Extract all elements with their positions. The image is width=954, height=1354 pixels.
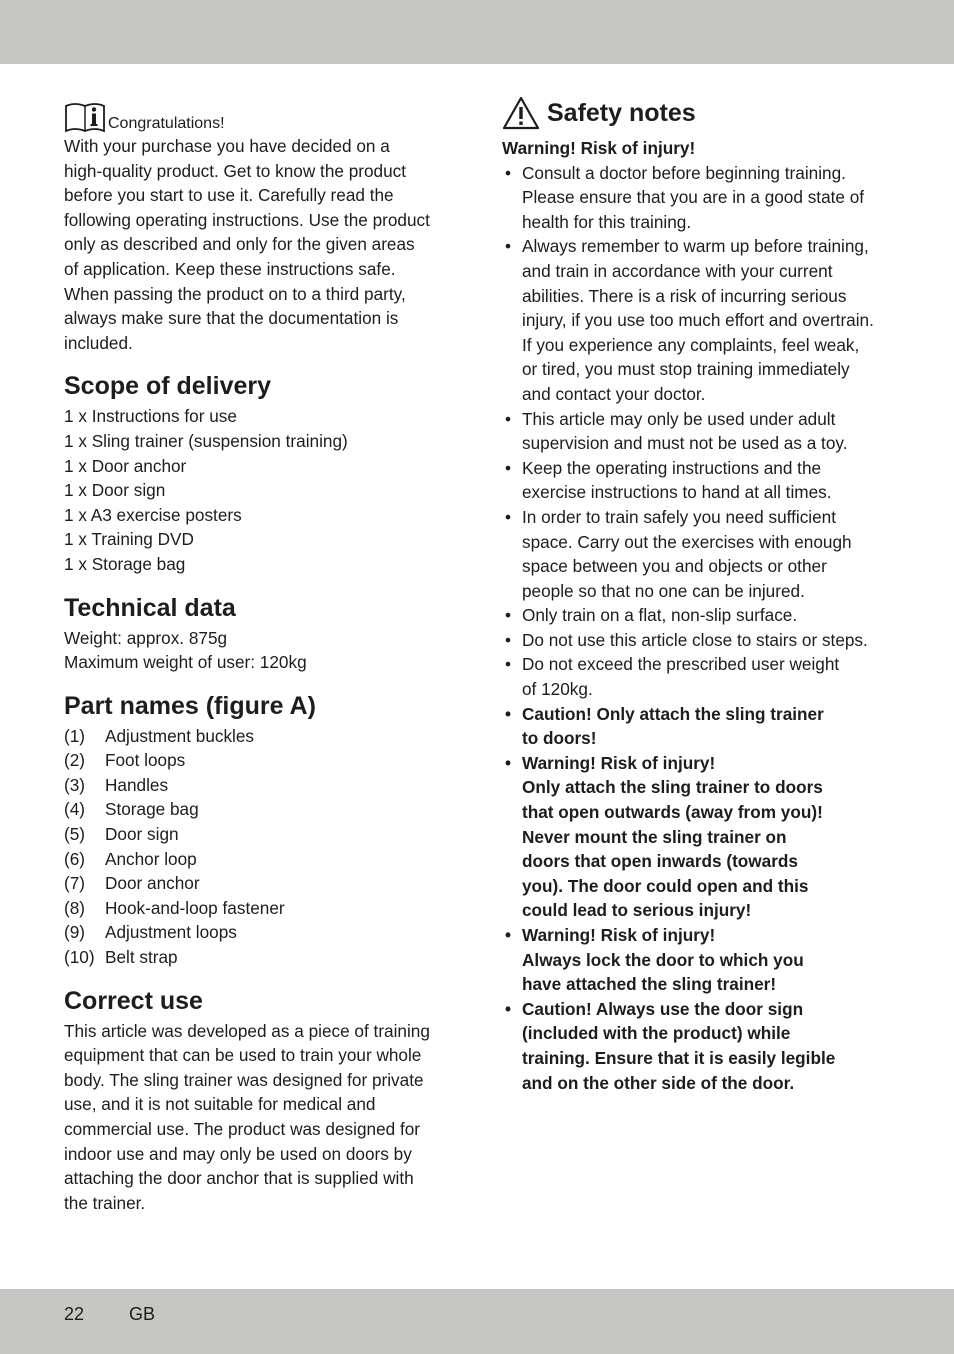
- safety-bullet: [502, 603, 894, 628]
- text-line: attaching the door anchor that is supplied with: [64, 1168, 414, 1189]
- safety-heading-row: [502, 92, 894, 134]
- text-line: indoor use and may only be used on doors by: [64, 1143, 412, 1164]
- part-number: (7): [64, 873, 86, 894]
- text-line: and contact your doctor.: [522, 383, 706, 404]
- safety-bullet: [502, 702, 894, 751]
- safety-bullet: [502, 923, 894, 997]
- text-line: and on the other side of the door.: [522, 1072, 795, 1093]
- list-item: [64, 797, 454, 822]
- text-line: body. The sling trainer was designed for private: [64, 1069, 424, 1090]
- text-line: of application. Keep these instructions safe.: [64, 258, 396, 279]
- list-item: [64, 945, 454, 970]
- list-item: [64, 871, 454, 896]
- part-number: (1): [64, 725, 86, 746]
- text-line: • In order to train safely you need sufficient: [522, 506, 837, 527]
- list-item: [64, 896, 454, 921]
- safety-bullet: [502, 652, 894, 701]
- list-item: 1 x Door sign: [64, 480, 166, 501]
- warning-label: Warning! Risk of injury!: [502, 138, 696, 158]
- text-line: • Warning! Risk of injury!: [522, 752, 716, 773]
- list-item: [64, 822, 454, 847]
- safety-bullet: [502, 751, 894, 923]
- text-line: If you experience any complaints, feel weak,: [522, 334, 860, 355]
- scope-list: [64, 404, 454, 576]
- part-number: (3): [64, 774, 86, 795]
- text-line: • Always remember to warm up before training,: [522, 236, 869, 257]
- list-item: [64, 847, 454, 872]
- text-line: that open outwards (away from you)!: [522, 802, 823, 823]
- text-line: • Warning! Risk of injury!: [522, 925, 716, 945]
- part-name: Door anchor: [105, 873, 200, 894]
- text-line: could lead to serious injury!: [522, 900, 752, 921]
- safety-bullet: [502, 456, 894, 505]
- scope-heading: Scope of delivery: [64, 372, 272, 401]
- text-line: • Caution! Always use the door sign: [522, 998, 804, 1019]
- intro-paragraph: [64, 134, 454, 355]
- text-line: • Do not use this article close to stairs or steps.: [522, 629, 868, 650]
- text-line: With your purchase you have decided on a: [64, 136, 390, 156]
- text-line: the trainer.: [64, 1192, 146, 1213]
- safety-list: [502, 161, 894, 1096]
- text-line: of 120kg.: [522, 679, 593, 700]
- part-name: Belt strap: [105, 947, 178, 968]
- safety-bullet: [502, 161, 894, 235]
- parts-heading: Part names (figure A): [64, 691, 316, 720]
- part-name: Adjustment loops: [105, 922, 237, 943]
- part-name: Handles: [105, 774, 169, 795]
- text-line: space. Carry out the exercises with enough: [522, 531, 852, 552]
- part-name: Hook-and-loop fastener: [105, 897, 285, 918]
- correct-use-heading: Correct use: [64, 986, 203, 1015]
- text-line: space between you and objects or other: [522, 556, 827, 577]
- text-line: doors that open inwards (towards: [522, 851, 798, 872]
- text-line: injury, if you use too much effort and overtrain.: [522, 310, 874, 331]
- part-number: (5): [64, 824, 86, 845]
- safety-bullet: [502, 628, 894, 653]
- parts-list: [64, 724, 454, 970]
- left-column: [64, 92, 454, 1215]
- part-name: Foot loops: [105, 750, 186, 771]
- text-line: people so that no one can be injured.: [522, 580, 805, 601]
- part-number: (6): [64, 848, 86, 869]
- text-line: before you start to use it. Carefully read the: [64, 185, 394, 206]
- language-code: GB: [129, 1304, 156, 1324]
- list-item: [64, 920, 454, 945]
- text-line: training. Ensure that it is easily legible: [522, 1047, 836, 1068]
- list-item: Weight: approx. 875g: [64, 627, 228, 648]
- list-item: 1 x Training DVD: [64, 529, 194, 550]
- text-line: exercise instructions to hand at all times.: [522, 482, 832, 503]
- page-number: 22: [64, 1304, 85, 1324]
- text-line: abilities. There is a risk of incurring serious: [522, 285, 847, 306]
- text-line: following operating instructions. Use the product: [64, 209, 430, 230]
- text-line: This article was developed as a piece of training: [64, 1020, 430, 1041]
- text-line: equipment that can be used to train your whole: [64, 1045, 422, 1066]
- text-line: Only attach the sling trainer to doors: [522, 777, 823, 798]
- text-line: to doors!: [522, 728, 597, 749]
- header-band: [0, 0, 954, 64]
- text-line: you). The door could open and this: [522, 875, 809, 896]
- correct-use-paragraph: [64, 1019, 454, 1216]
- text-line: high-quality product. Get to know the product: [64, 160, 407, 181]
- text-line: Never mount the sling trainer on: [522, 826, 787, 847]
- text-line: Please ensure that you are in a good state of: [522, 187, 865, 208]
- intro-heading-row: [64, 92, 454, 134]
- text-line: only as described and only for the given areas: [64, 234, 415, 255]
- text-line: • Consult a doctor before beginning training.: [522, 162, 846, 183]
- text-line: • Do not exceed the prescribed user weight: [522, 654, 840, 675]
- technical-heading: Technical data: [64, 593, 236, 622]
- list-item: 1 x A3 exercise posters: [64, 504, 242, 525]
- list-item: [64, 773, 454, 798]
- text-line: (included with the product) while: [522, 1023, 791, 1044]
- part-number: (2): [64, 750, 86, 771]
- list-item: 1 x Instructions for use: [64, 406, 237, 427]
- part-name: Anchor loop: [105, 848, 197, 869]
- technical-list: [64, 626, 454, 675]
- list-item: [64, 724, 454, 749]
- list-item: Maximum weight of user: 120kg: [64, 652, 307, 673]
- text-line: and train in accordance with your current: [522, 260, 833, 281]
- safety-bullet: [502, 407, 894, 456]
- list-item: [64, 748, 454, 773]
- text-line: • This article may only be used under adult: [522, 408, 836, 429]
- safety-bullet: [502, 997, 894, 1095]
- right-column: [502, 92, 894, 1095]
- text-line: • Only train on a flat, non-slip surface.: [522, 605, 798, 626]
- part-number: (4): [64, 799, 86, 820]
- text-line: • Keep the operating instructions and the: [522, 457, 822, 478]
- text-line: or tired, you must stop training immediately: [522, 359, 850, 380]
- text-line: • Caution! Only attach the sling trainer: [522, 703, 824, 724]
- text-line: supervision and must not be used as a toy.: [522, 433, 848, 454]
- list-item: 1 x Door anchor: [64, 455, 187, 476]
- text-line: have attached the sling trainer!: [522, 974, 777, 995]
- text-line: Always lock the door to which you: [522, 949, 804, 970]
- text-line: commercial use. The product was designed for: [64, 1119, 421, 1139]
- part-name: Adjustment buckles: [105, 725, 255, 746]
- list-item: 1 x Storage bag: [64, 553, 186, 574]
- part-number: (9): [64, 922, 86, 943]
- list-item: 1 x Sling trainer (suspension training): [64, 430, 348, 451]
- info-book-icon: [64, 100, 106, 134]
- text-line: use, and it is not suitable for medical and: [64, 1094, 376, 1115]
- text-line: When passing the product on to a third party,: [64, 283, 406, 304]
- text-line: health for this training.: [522, 211, 692, 232]
- part-name: Storage bag: [105, 799, 199, 820]
- warning-triangle-icon: [502, 96, 540, 130]
- text-line: always make sure that the documentation is: [64, 308, 399, 329]
- safety-bullet: [502, 234, 894, 406]
- part-number: (10): [64, 947, 95, 968]
- text-line: included.: [64, 332, 133, 353]
- safety-bullet: [502, 505, 894, 603]
- part-number: (8): [64, 897, 86, 918]
- part-name: Door sign: [105, 824, 179, 845]
- intro-heading: Congratulations!: [108, 115, 225, 132]
- safety-heading: Safety notes: [547, 99, 696, 127]
